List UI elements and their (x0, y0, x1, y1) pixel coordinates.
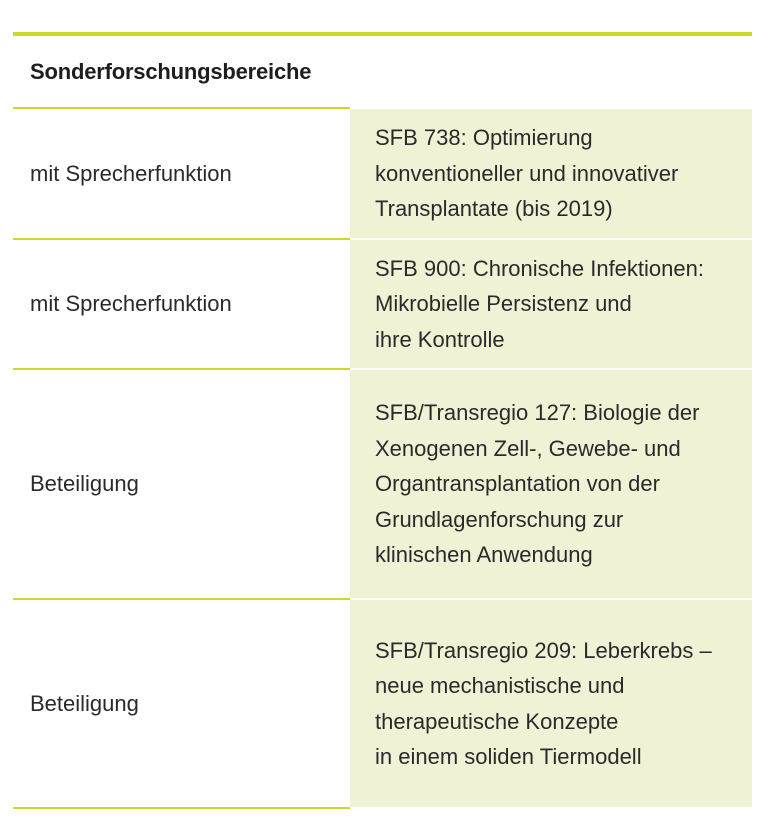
project-line: neue mechanistische und (375, 673, 625, 698)
project-line: Organtransplantation von der (375, 471, 660, 497)
project-line: SFB 738: Optimierung (375, 125, 593, 151)
project-line: klinischen Anwendung (375, 542, 593, 568)
project-cell (350, 600, 752, 809)
table-title: Sonderforschungsbereiche (30, 58, 312, 84)
role-cell: mit Sprecherfunktion (13, 109, 350, 240)
role-cell: mit Sprecherfunktion (13, 240, 350, 370)
project-line: Xenogenen Zell-, Gewebe- und (375, 435, 681, 461)
sfb-table (13, 32, 752, 809)
role-cell: Beteiligung (13, 370, 350, 600)
project-line: SFB/Transregio 209: Leberkrebs – (375, 637, 712, 663)
project-cell (350, 109, 752, 240)
table-row (13, 600, 752, 809)
table-row (13, 109, 752, 240)
project-line: Transplantate (bis 2019) (375, 196, 613, 222)
project-line: therapeutische Konzepte (375, 708, 619, 734)
project-line: Grundlagenforschung zur (375, 506, 624, 532)
project-line: konventioneller und innovativer (375, 160, 679, 186)
project-line: SFB/Transregio 127: Biologie der (375, 400, 700, 426)
role-cell: Beteiligung (13, 600, 350, 809)
project-cell (350, 370, 752, 600)
project-line: ihre Kontrolle (375, 326, 505, 352)
project-line: SFB 900: Chronische Infektionen: (375, 255, 704, 281)
project-cell (350, 240, 752, 370)
table-row (13, 370, 752, 600)
project-line: Mikrobielle Persistenz und (375, 291, 632, 317)
table-row (13, 240, 752, 370)
project-line: in einem soliden Tiermodell (375, 744, 642, 769)
